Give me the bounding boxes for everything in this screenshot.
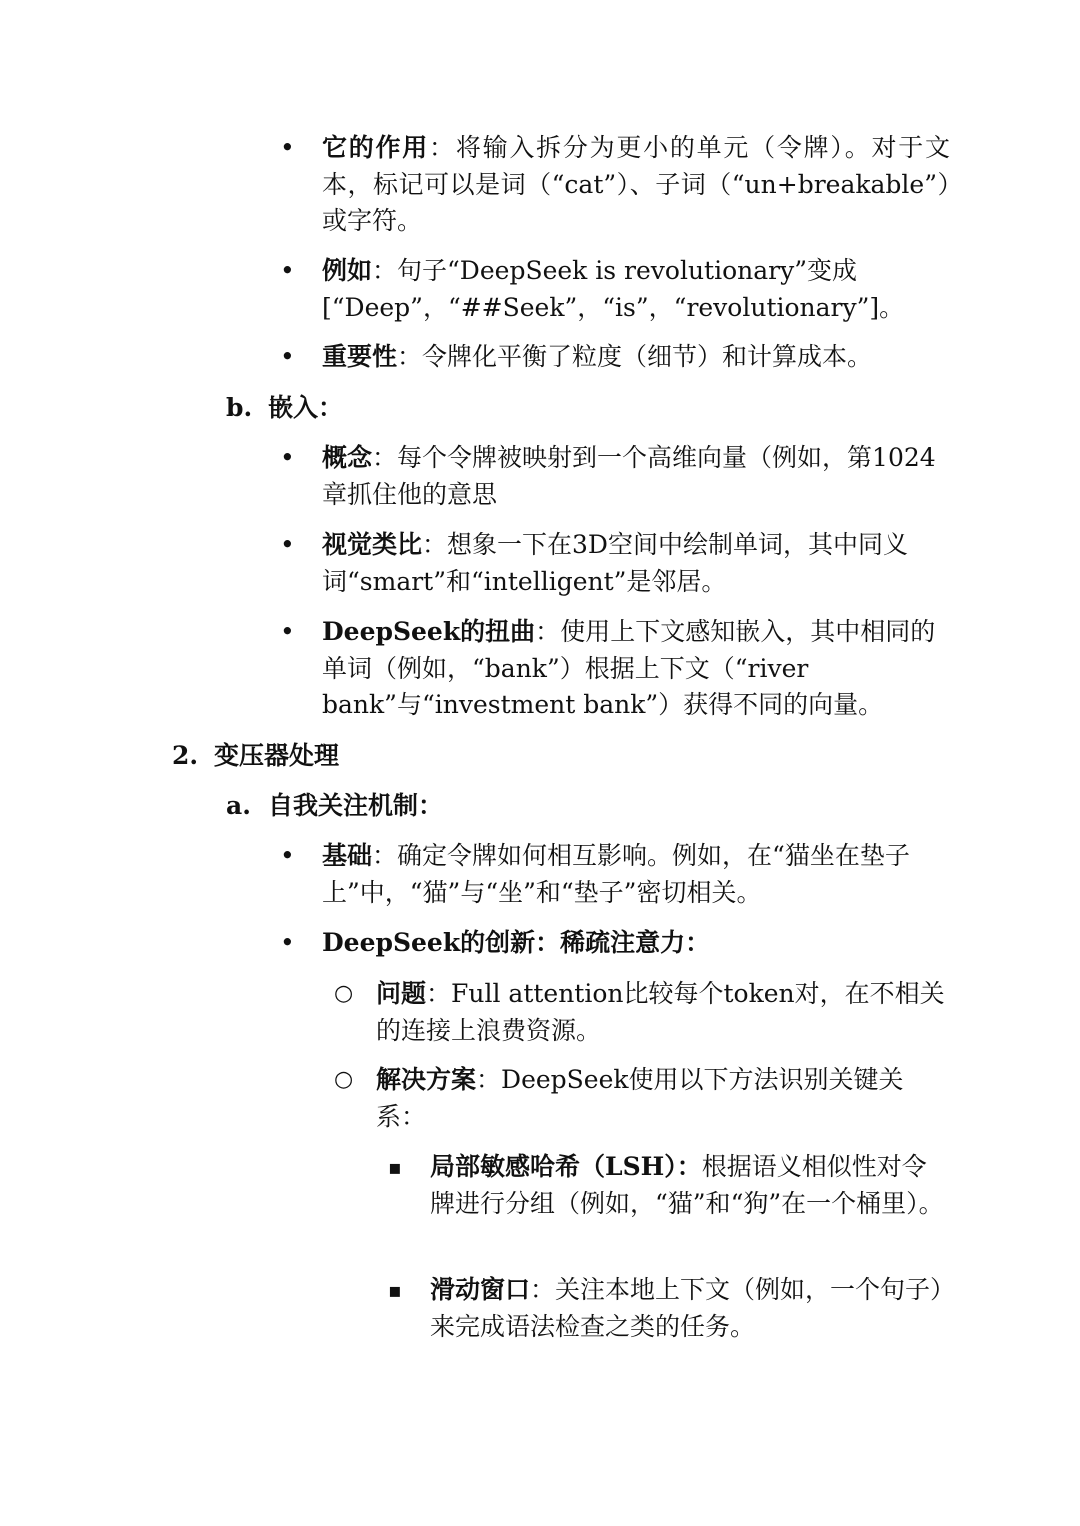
bullet-marker: • [280,133,295,162]
list-item-text [322,130,950,240]
bullet-marker: • [280,928,295,957]
item-body: 将输入拆分为更小的单元（令牌）。对于文本，标记可以是词（“cat”）、子词（“un+breakable”）或字符。 [322,133,950,235]
section-title: 变压器处理 [214,741,340,770]
item-separator: ： [535,617,561,646]
item-separator: ： [372,256,398,285]
item-term: 局部敏感哈希（LSH）： [430,1152,702,1181]
bullet-marker: • [280,443,295,472]
item-body: Full attention比较每个token对，在不相关的连接上浪费资源。 [376,979,945,1045]
square-bullet-marker: ▪ [388,1278,402,1302]
circle-bullet-marker: ○ [334,1067,354,1092]
section-marker: 2. [172,741,199,770]
item-term: 视觉类比 [322,530,423,559]
item-separator: ： [372,841,398,870]
section-marker: b. [226,393,253,422]
list-item-text [376,976,950,1049]
item-term: 解决方案 [376,1065,477,1094]
bullet-marker: • [280,530,295,559]
list-item-text [322,253,950,326]
item-term: 基础 [322,841,373,870]
item-body: 关注本地上下文（例如，一个句子）来完成语法检查之类的任务。 [430,1275,943,1341]
bullet-marker: • [280,617,295,646]
list-item-text [430,1149,950,1222]
item-body: 确定令牌如何相互影响。例如，在“猫坐在垫子上”中，“猫”与“坐”和“垫子”密切相关。 [322,841,910,907]
item-term: DeepSeek的创新：稀疏注意力： [322,928,711,957]
section-title: 嵌入： [268,393,344,422]
item-term: 它的作用 [322,133,430,162]
bullet-marker: • [280,256,295,285]
item-body: DeepSeek使用以下方法识别关键关系： [376,1065,904,1131]
bullet-marker: • [280,342,295,371]
item-term: 滑动窗口 [430,1275,531,1304]
bullet-marker: • [280,841,295,870]
item-term: 概念 [322,443,373,472]
item-term: DeepSeek的扭曲 [322,617,536,646]
list-item-text [376,1062,950,1135]
item-body: 令牌化平衡了粒度（细节）和计算成本。 [422,342,873,371]
item-separator: ： [476,1065,502,1094]
circle-bullet-marker: ○ [334,981,354,1006]
section-marker: a. [226,791,251,820]
item-separator: ： [530,1275,556,1304]
item-body: 每个令牌被映射到一个高维向量（例如，第1024章抓住他的意思 [322,443,936,509]
item-separator: ： [429,133,456,162]
list-item-text [322,440,950,513]
item-term: 例如 [322,256,373,285]
list-item-text [322,527,950,600]
item-term: 问题 [376,979,427,1008]
list-item-text [322,838,950,911]
list-item-text [322,614,950,724]
item-separator: ： [397,342,423,371]
item-separator: ： [372,443,398,472]
item-separator: ： [426,979,452,1008]
item-body: 想象一下在3D空间中绘制单词，其中同义词“smart”和“intelligent”是邻居。 [322,530,908,596]
item-separator: ： [422,530,448,559]
item-body: 根据语义相似性对令牌进行分组（例如，“猫”和“狗”在一个桶里）。 [430,1152,944,1218]
list-item-text [322,339,950,376]
square-bullet-marker: ▪ [388,1155,402,1179]
item-body: 句子“DeepSeek is revolutionary”变成[“Deep”，“##Seek”，“is”，“revolutionary”]。 [322,256,905,322]
list-item-text [430,1272,950,1345]
item-term: 重要性 [322,342,398,371]
section-title: 自我关注机制： [268,791,444,820]
list-item-text [322,925,950,962]
item-body: 使用上下文感知嵌入，其中相同的单词（例如，“bank”）根据上下文（“river bank”与“investment bank”）获得不同的向量。 [322,617,936,719]
